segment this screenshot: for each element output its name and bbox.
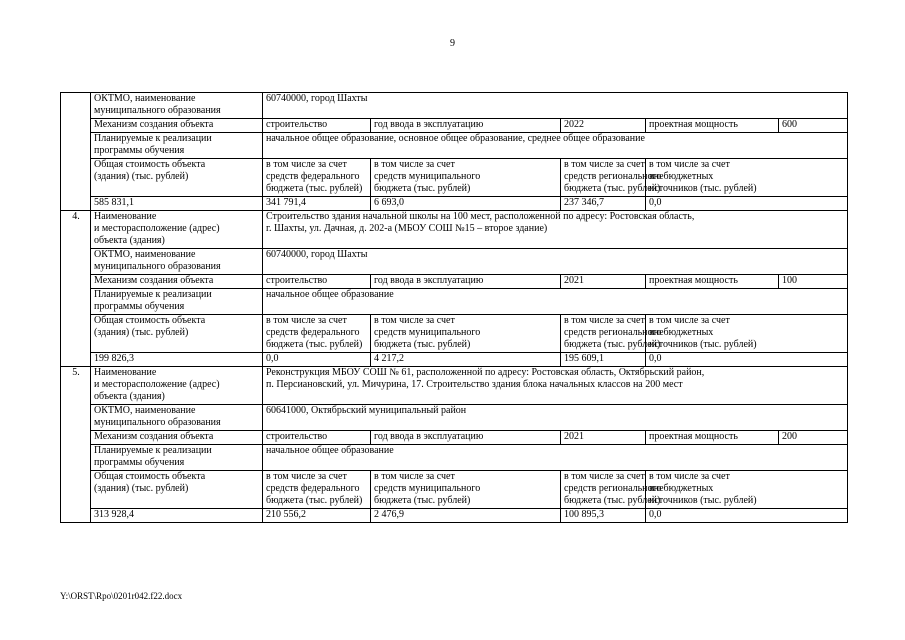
regional-value: 195 609,1 (561, 353, 646, 367)
table-row (61, 431, 848, 445)
capacity-label: проектная мощность (646, 275, 779, 289)
capacity-label: проектная мощность (646, 431, 779, 445)
municipal-value: 4 217,2 (371, 353, 561, 367)
programs-value: начальное общее образование (263, 289, 848, 315)
extrabudget-value: 0,0 (646, 509, 848, 523)
page-number: 9 (450, 38, 455, 49)
municipal-value: 6 693,0 (371, 197, 561, 211)
extrabudget-label: в том числе за счет внебюджетных источников (тыс. рублей) (646, 471, 848, 509)
table-row (61, 405, 848, 431)
municipal-label: в том числе за счет средств муниципального бюджета (тыс. рублей) (371, 471, 561, 509)
mechanism-label: Механизм создания объекта (91, 275, 263, 289)
table-row (61, 367, 848, 405)
mechanism-value: строительство (263, 275, 371, 289)
table-row (61, 211, 848, 249)
object-name-label: Наименование и месторасположение (адрес) объекта (здания) (91, 211, 263, 249)
oktmo-value: 60740000, город Шахты (263, 93, 848, 119)
extrabudget-value: 0,0 (646, 197, 848, 211)
commission-year-value: 2021 (561, 431, 646, 445)
total-cost-value: 313 928,4 (91, 509, 263, 523)
total-cost-value: 199 826,3 (91, 353, 263, 367)
table-row (61, 353, 848, 367)
capacity-label: проектная мощность (646, 119, 779, 133)
table-row (61, 509, 848, 523)
row-number: 5. (61, 367, 91, 523)
regional-value: 237 346,7 (561, 197, 646, 211)
municipal-label: в том числе за счет средств муниципального бюджета (тыс. рублей) (371, 315, 561, 353)
commission-year-label: год ввода в эксплуатацию (371, 119, 561, 133)
table-row (61, 275, 848, 289)
row-number: 4. (61, 211, 91, 367)
table-row (61, 159, 848, 197)
federal-label: в том числе за счет средств федерального бюджета (тыс. рублей) (263, 315, 371, 353)
mechanism-value: строительство (263, 431, 371, 445)
federal-value: 210 556,2 (263, 509, 371, 523)
object-name-value: Строительство здания начальной школы на 100 мест, расположенной по адресу: Ростовская область, г. Шахты, ул. Дачная, д. 202-а (МБОУ СОШ №15 – второе здание) (263, 211, 848, 249)
table-row (61, 315, 848, 353)
capacity-value: 100 (779, 275, 848, 289)
federal-label: в том числе за счет средств федерального бюджета (тыс. рублей) (263, 159, 371, 197)
commission-year-value: 2022 (561, 119, 646, 133)
regional-label: в том числе за счет средств регионального бюджета (тыс. рублей) (561, 471, 646, 509)
commission-year-label: год ввода в эксплуатацию (371, 275, 561, 289)
mechanism-label: Механизм создания объекта (91, 431, 263, 445)
object-name-label: Наименование и месторасположение (адрес) объекта (здания) (91, 367, 263, 405)
federal-value: 0,0 (263, 353, 371, 367)
table-row (61, 197, 848, 211)
oktmo-label: ОКТМО, наименование муниципального образования (91, 405, 263, 431)
capacity-value: 600 (779, 119, 848, 133)
table-row (61, 119, 848, 133)
programs-label: Планируемые к реализации программы обучения (91, 133, 263, 159)
oktmo-label: ОКТМО, наименование муниципального образования (91, 249, 263, 275)
extrabudget-label: в том числе за счет внебюджетных источников (тыс. рублей) (646, 315, 848, 353)
mechanism-label: Механизм создания объекта (91, 119, 263, 133)
oktmo-value: 60740000, город Шахты (263, 249, 848, 275)
capacity-value: 200 (779, 431, 848, 445)
oktmo-label: ОКТМО, наименование муниципального образования (91, 93, 263, 119)
municipal-label: в том числе за счет средств муниципального бюджета (тыс. рублей) (371, 159, 561, 197)
total-cost-label: Общая стоимость объекта (здания) (тыс. рублей) (91, 159, 263, 197)
programs-value: начальное общее образование, основное общее образование, среднее общее образование (263, 133, 848, 159)
programs-label: Планируемые к реализации программы обучения (91, 445, 263, 471)
footer-file-path: Y:\ORST\Rpo\0201r042.f22.docx (60, 591, 183, 601)
table-row (61, 93, 848, 119)
oktmo-value: 60641000, Октябрьский муниципальный район (263, 405, 848, 431)
table-row (61, 249, 848, 275)
table-row (61, 133, 848, 159)
table-row (61, 289, 848, 315)
commission-year-label: год ввода в эксплуатацию (371, 431, 561, 445)
programs-label: Планируемые к реализации программы обучения (91, 289, 263, 315)
table-row (61, 445, 848, 471)
total-cost-value: 585 831,1 (91, 197, 263, 211)
programs-value: начальное общее образование (263, 445, 848, 471)
regional-label: в том числе за счет средств регионального бюджета (тыс. рублей) (561, 159, 646, 197)
federal-label: в том числе за счет средств федерального бюджета (тыс. рублей) (263, 471, 371, 509)
regional-label: в том числе за счет средств регионального бюджета (тыс. рублей) (561, 315, 646, 353)
extrabudget-value: 0,0 (646, 353, 848, 367)
federal-value: 341 791,4 (263, 197, 371, 211)
total-cost-label: Общая стоимость объекта (здания) (тыс. рублей) (91, 471, 263, 509)
regional-value: 100 895,3 (561, 509, 646, 523)
object-name-value: Реконструкция МБОУ СОШ № 61, расположенной по адресу: Ростовская область, Октябрьский район, п. Персиановский, ул. Мичурина, 17. Строительство здания блока начальных классов на 200 мест (263, 367, 848, 405)
commission-year-value: 2021 (561, 275, 646, 289)
mechanism-value: строительство (263, 119, 371, 133)
extrabudget-label: в том числе за счет внебюджетных источников (тыс. рублей) (646, 159, 848, 197)
capital-objects-table (60, 92, 848, 523)
row-number-cell (61, 93, 91, 211)
municipal-value: 2 476,9 (371, 509, 561, 523)
table-row (61, 471, 848, 509)
total-cost-label: Общая стоимость объекта (здания) (тыс. рублей) (91, 315, 263, 353)
